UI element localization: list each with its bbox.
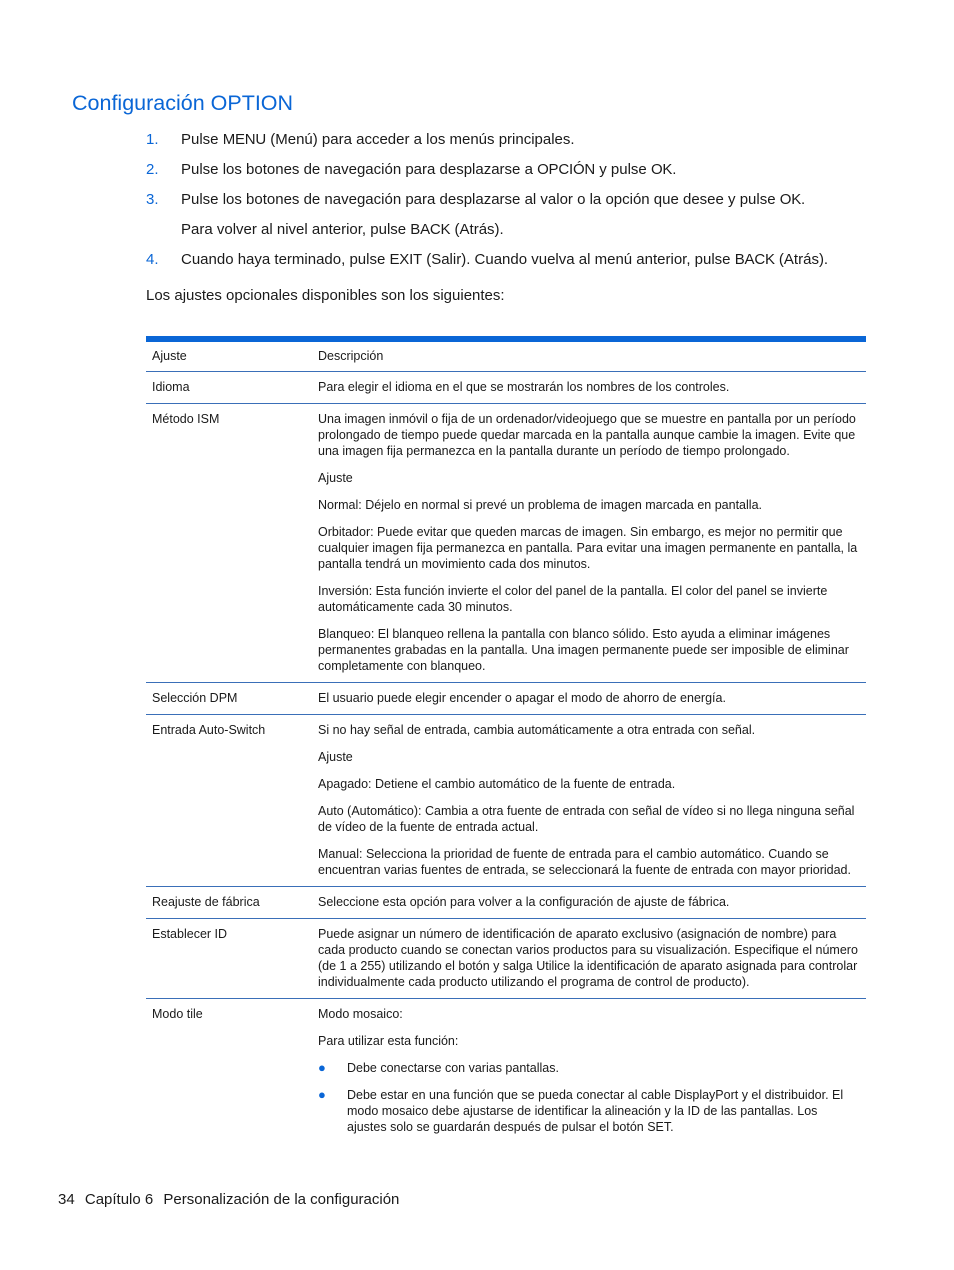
setting-name: Establecer ID — [152, 927, 228, 941]
note-text: (Atrás). — [450, 221, 504, 238]
step-text: y pulse — [595, 161, 651, 178]
setting-name: Modo tile — [152, 1007, 203, 1021]
setting-description — [312, 919, 866, 998]
description-paragraph: Auto (Automático): Cambia a otra fuente de entrada con señal de vídeo si no llega ninguna señal de vídeo de la fuente de entrada actual. — [318, 804, 855, 834]
table-row — [146, 999, 866, 1154]
sub-heading: Ajuste — [318, 471, 353, 485]
description-paragraph: Inversión: Esta función invierte el color del panel de la pantalla. El color del panel se invierte automáticamente cada 30 minutos. — [318, 584, 828, 614]
step-number: 1. — [146, 131, 159, 148]
setting-name: Método ISM — [152, 412, 220, 426]
back-key: BACK — [734, 251, 775, 268]
setting-name: Entrada Auto-Switch — [152, 723, 266, 737]
note-text: Para volver al nivel anterior, pulse — [181, 221, 411, 238]
sub-heading: Ajuste — [318, 750, 353, 764]
ok-key: OK — [779, 191, 802, 208]
header-setting: Ajuste — [152, 349, 187, 363]
options-table — [146, 336, 866, 1154]
setting-name: Selección DPM — [152, 691, 238, 705]
step-text: (Atrás). — [774, 251, 829, 268]
step-text: Pulse los botones de navegación para desplazarse a — [181, 161, 538, 178]
step-text: (Salir). Cuando vuelva al menú anterior, pulse — [422, 251, 735, 268]
step-3-note — [146, 221, 866, 239]
step-text: . — [672, 161, 677, 178]
table-row — [146, 919, 866, 999]
table-row — [146, 683, 866, 715]
step-4 — [146, 251, 866, 269]
setting-name: Idioma — [152, 380, 190, 394]
header-description: Descripción — [318, 349, 384, 363]
procedure-steps — [146, 131, 866, 305]
bullet-text: Debe estar en una función que se pueda conectar al cable DisplayPort y el distribuidor. El modo mosaico debe ajustarse de identificar la alineación y la ID de las pantallas. Los ajustes solo se guardarán después de pulsar el botón SET. — [347, 1088, 844, 1134]
page-number: 34 — [58, 1191, 75, 1208]
description-paragraph: Una imagen inmóvil o fija de un ordenador/videojuego que se muestre en pantalla por un período prolongado de tiempo puede quedar marcada en la pantalla aunque cambie la imagen. Evite que una imagen fija permanezca en la pantalla durante un período de tiempo prolongado. — [318, 412, 856, 458]
step-text: Pulse los botones de navegación para desplazarse al valor o la opción que desee y pulse — [181, 191, 780, 208]
setting-name: Reajuste de fábrica — [152, 895, 260, 909]
bullet-text: Debe conectarse con varias pantallas. — [347, 1061, 559, 1075]
description-paragraph: Manual: Selecciona la prioridad de fuente de entrada para el cambio automático. Cuando se encuentran varias fuentes de entrada, se seleccionará la fuente de entrada con mayor prioridad. — [318, 847, 851, 877]
step-number: 4. — [146, 251, 159, 268]
step-text: (Menú) para acceder a los menús principales. — [266, 131, 575, 148]
setting-description — [312, 404, 866, 682]
description-paragraph: Para utilizar esta función: — [318, 1034, 459, 1048]
bullet-item — [318, 1087, 860, 1135]
table-header-row — [146, 342, 866, 372]
description-paragraph: Normal: Déjelo en normal si prevé un problema de imagen marcada en pantalla. — [318, 498, 762, 512]
ok-key: OK — [650, 161, 673, 178]
table-row — [146, 372, 866, 404]
description-paragraph: Modo mosaico: — [318, 1007, 403, 1021]
setting-description — [312, 999, 866, 1154]
step-2 — [146, 161, 866, 179]
description-paragraph: Puede asignar un número de identificación de aparato exclusivo (asignación de nombre) para cada producto cuando se conectan varios productos para su visualización. Especifique el número (de 1 a 255) utilizando el botón y salga Utilice la identificación de aparato asignada para controlar individualmente cada producto utilizando el programa de control de producto). — [318, 927, 858, 989]
description-paragraph: Seleccione esta opción para volver a la configuración de ajuste de fábrica. — [318, 895, 730, 909]
back-key: BACK — [410, 221, 451, 238]
page-title: Configuración OPTION — [72, 91, 294, 115]
description-paragraph: Si no hay señal de entrada, cambia automáticamente a otra entrada con señal. — [318, 723, 756, 737]
option-key: OPCIÓN — [537, 161, 596, 178]
step-text: . — [801, 191, 806, 208]
table-row — [146, 887, 866, 919]
page-footer — [58, 1191, 405, 1208]
step-number: 2. — [146, 161, 159, 178]
step-text: Pulse — [181, 131, 223, 148]
description-paragraph: Apagado: Detiene el cambio automático de la fuente de entrada. — [318, 777, 676, 791]
step-number: 3. — [146, 191, 159, 208]
setting-description — [312, 715, 866, 886]
setting-description — [312, 887, 866, 918]
description-paragraph: El usuario puede elegir encender o apagar el modo de ahorro de energía. — [318, 691, 726, 705]
chapter-label: Capítulo 6 — [84, 1191, 154, 1208]
description-paragraph: Para elegir el idioma en el que se mostrarán los nombres de los controles. — [318, 380, 730, 394]
table-row — [146, 404, 866, 683]
step-1 — [146, 131, 866, 149]
exit-key: EXIT — [389, 251, 423, 268]
description-paragraph: Blanqueo: El blanqueo rellena la pantalla con blanco sólido. Esto ayuda a eliminar imágenes permanentes grabadas en la pantalla. Una imagen permanente puede ser imposible de eliminar completamente con blanqueo. — [318, 627, 849, 673]
section-label: Personalización de la configuración — [163, 1191, 400, 1208]
bullet-icon: ● — [318, 1060, 326, 1075]
step-3 — [146, 191, 866, 209]
setting-description — [312, 683, 866, 714]
table-row — [146, 715, 866, 887]
menu-key: MENU — [222, 131, 267, 148]
description-paragraph: Orbitador: Puede evitar que queden marcas de imagen. Sin embargo, es mejor no permitir que cualquier imagen fija permanezca en pantalla. Para evitar una imagen permanente en pantalla, la pantalla tendrá un movimiento cada dos minutos. — [318, 525, 858, 571]
bullet-item — [318, 1060, 860, 1076]
table-intro: Los ajustes opcionales disponibles son los siguientes: — [146, 287, 505, 304]
step-text: Cuando haya terminado, pulse — [181, 251, 390, 268]
setting-description — [312, 372, 866, 403]
bullet-icon: ● — [318, 1087, 326, 1102]
